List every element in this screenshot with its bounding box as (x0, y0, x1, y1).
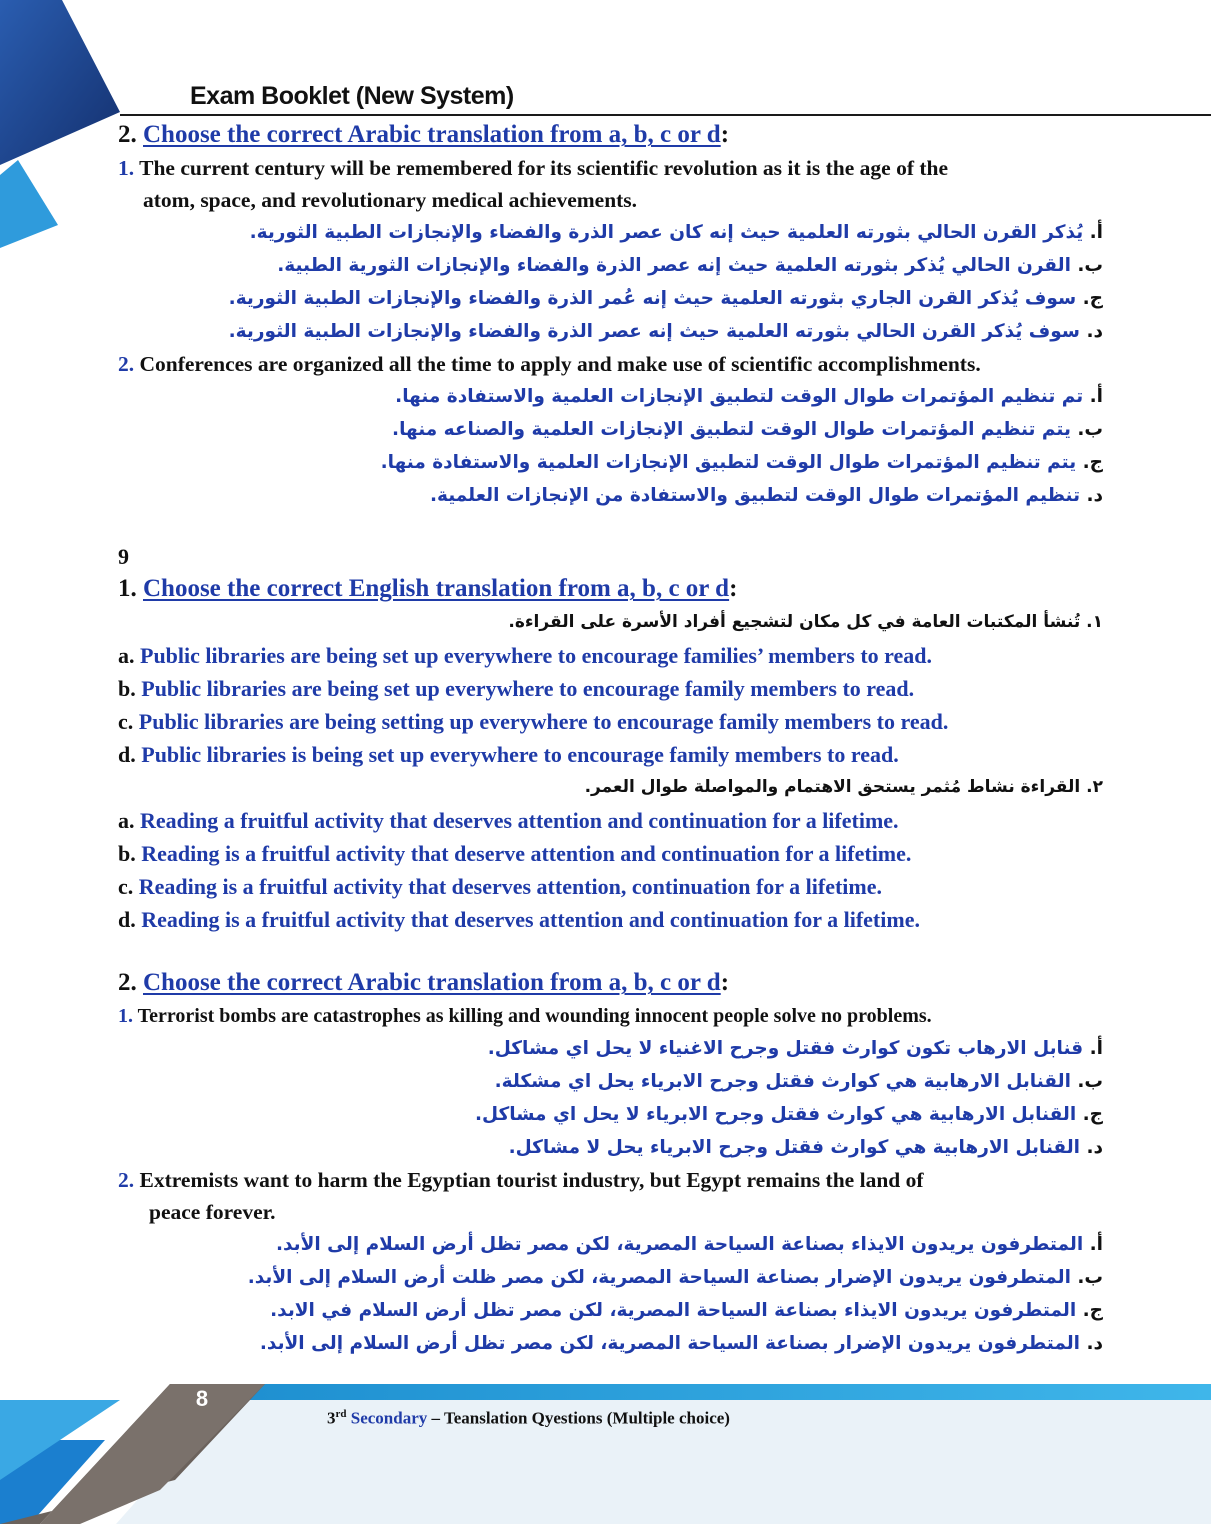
question (118, 152, 1103, 216)
question-text: Extremists want to harm the Egyptian tourist industry, but Egypt remains the land of (139, 1168, 924, 1192)
option-label: أ. (1089, 222, 1103, 243)
option-text: Public libraries are being set up everywhere to encourage families’ members to read. (140, 643, 933, 668)
page-number: 8 (195, 1386, 209, 1411)
answer-option (118, 216, 1103, 249)
answer-option (118, 837, 1103, 870)
option-label: د. (1086, 321, 1103, 342)
answer-option (118, 903, 1103, 936)
arabic-prompt: ١. تُنشأ المكتبات العامة في كل مكان لتشجيع أفراد الأسرة على القراءة. (508, 612, 1103, 632)
option-text: Reading is a fruitful activity that deserves attention, continuation for a lifetime. (138, 874, 883, 899)
option-label: ب. (1077, 419, 1103, 440)
answer-option (118, 705, 1103, 738)
option-text: يتم تنظيم المؤتمرات طوال الوقت لتطبيق الإنجازات العلمية والاستفادة منها. (380, 452, 1077, 473)
question-number: 1. (118, 1005, 133, 1027)
question-text: Conferences are organized all the time to apply and make use of scientific accomplishments. (139, 352, 981, 376)
option-label: ب. (1077, 1071, 1103, 1092)
option-text: القرن الحالي يُذكر بثورته العلمية حيث إنه عصر الذرة والفضاء والإنجازات الثورية الطبية. (277, 255, 1071, 276)
section-number: 1. (118, 575, 137, 602)
option-text: تم تنظيم المؤتمرات طوال الوقت لتطبيق الإنجازات العلمية والاستفادة منها. (395, 386, 1084, 407)
section-heading (118, 572, 1103, 606)
option-label: ج. (1082, 452, 1103, 473)
question-number: 2. (118, 1168, 135, 1192)
option-text: يتم تنظيم المؤتمرات طوال الوقت لتطبيق الإنجازات العلمية والصناعه منها. (392, 419, 1071, 440)
answer-option (118, 1131, 1103, 1164)
footer-secondary: Secondary (350, 1408, 428, 1428)
footer-subject: – Teanslation Qyestions (Multiple choice) (431, 1408, 730, 1428)
option-label: أ. (1089, 1038, 1103, 1059)
section-colon: : (720, 121, 730, 148)
section-colon: : (729, 575, 738, 602)
option-label: ج. (1082, 1104, 1103, 1125)
option-label: د. (1086, 1137, 1103, 1158)
answer-option (118, 282, 1103, 315)
option-text: المتطرفون يريدون الإضرار بصناعة السياحة المصرية، لكن مصر تظل أرض السلام إلى الأبد. (259, 1333, 1081, 1354)
section-title: Choose the correct English translation from a, b, c or d (143, 575, 730, 602)
footer-caption (327, 1408, 730, 1429)
answer-option (118, 1032, 1103, 1065)
header-triangle-navy (0, 0, 120, 165)
answer-option (118, 738, 1103, 771)
option-label: a. (118, 643, 135, 668)
option-label: b. (118, 676, 136, 701)
section-heading (118, 966, 1103, 1000)
spacer (118, 936, 1103, 966)
option-label: c. (118, 709, 134, 734)
answer-option (118, 1327, 1103, 1360)
header-title: Exam Booklet (New System) (190, 82, 514, 110)
answer-option (118, 870, 1103, 903)
option-label: a. (118, 808, 135, 833)
question-number: 1. (118, 156, 135, 180)
option-text: القنابل الارهابية هي كوارث فقتل وجرح الابرياء يحل اي مشكلة. (494, 1071, 1071, 1092)
section-number: 2. (118, 969, 137, 996)
option-label: d. (118, 907, 136, 932)
option-text: سوف يُذكر القرن الجاري بثورته العلمية حيث إنه عُمر الذرة والفضاء والإنجازات الطبية الثورية. (228, 288, 1077, 309)
answer-option (118, 249, 1103, 282)
footer-grade-suffix: rd (335, 1408, 347, 1420)
option-text: القنابل الارهابية هي كوارث فقتل وجرح الابرياء يحل لا مشاكل. (508, 1137, 1081, 1158)
answer-option (118, 1098, 1103, 1131)
section-heading (118, 118, 1103, 152)
footer-grade: 3 (327, 1408, 336, 1428)
section-title: Choose the correct Arabic translation from a, b, c or d (143, 121, 721, 148)
option-text: Public libraries are being set up everywhere to encourage family members to read. (141, 676, 915, 701)
spacer (118, 512, 1103, 542)
option-label: ب. (1077, 1267, 1103, 1288)
option-label: أ. (1089, 386, 1103, 407)
answer-option (118, 1261, 1103, 1294)
footer-band-cyan (225, 1384, 1211, 1400)
question-text-cont: peace forever. (149, 1200, 276, 1224)
question-text: Terrorist bombs are catastrophes as killing and wounding innocent people solve no problems. (137, 1005, 932, 1027)
option-label: د. (1086, 1333, 1103, 1354)
question-number: 2. (118, 352, 135, 376)
option-label: د. (1086, 485, 1103, 506)
section-colon: : (720, 969, 730, 996)
header-rule (120, 114, 1211, 116)
section-number: 2. (118, 121, 137, 148)
header-triangle-cyan (0, 160, 58, 248)
option-label: ب. (1077, 255, 1103, 276)
answer-option (118, 413, 1103, 446)
option-text: المتطرفون يريدون الإضرار بصناعة السياحة المصرية، لكن مصر ظلت أرض السلام إلى الأبد. (247, 1267, 1071, 1288)
option-text: Reading is a fruitful activity that deserves attention and continuation for a lifetime. (141, 907, 920, 932)
option-text: قنابل الارهاب تكون كوارث فقتل وجرح الاغنياء لا يحل اي مشاكل. (487, 1038, 1084, 1059)
option-text: Reading a fruitful activity that deserves attention and continuation for a lifetime. (140, 808, 899, 833)
answer-option (118, 479, 1103, 512)
answer-option (118, 672, 1103, 705)
answer-option (118, 804, 1103, 837)
answer-option (118, 1065, 1103, 1098)
option-text: Public libraries is being set up everywhere to encourage family members to read. (141, 742, 899, 767)
question (118, 348, 1103, 380)
arabic-prompt: ٢. القراءة نشاط مُثمر يستحق الاهتمام والمواصلة طوال العمر. (584, 777, 1103, 797)
page-reference: 9 (118, 544, 129, 569)
option-label: ج. (1082, 288, 1103, 309)
option-text: المتطرفون يريدون الايذاء بصناعة السياحة المصرية، لكن مصر تظل أرض السلام في الابد. (270, 1300, 1077, 1321)
option-text: يُذكر القرن الحالي بثورته العلمية حيث إنه كان عصر الذرة والفضاء والإنجازات الطبية الثورية. (249, 222, 1084, 243)
option-text: Public libraries are being setting up everywhere to encourage family members to read. (138, 709, 949, 734)
option-label: ج. (1082, 1300, 1103, 1321)
option-label: c. (118, 874, 134, 899)
content (118, 118, 1103, 1360)
answer-option (118, 315, 1103, 348)
answer-option (118, 380, 1103, 413)
option-text: Reading is a fruitful activity that deserve attention and continuation for a lifetime. (141, 841, 912, 866)
question-text-cont: atom, space, and revolutionary medical achievements. (143, 188, 638, 212)
option-label: d. (118, 742, 136, 767)
option-text: القنابل الارهابية هي كوارث فقتل وجرح الابرياء لا يحل اي مشاكل. (474, 1104, 1077, 1125)
question-text: The current century will be remembered for its scientific revolution as it is the age of the (139, 156, 949, 180)
answer-option (118, 639, 1103, 672)
section-title: Choose the correct Arabic translation from a, b, c or d (143, 969, 721, 996)
option-text: المتطرفون يريدون الايذاء بصناعة السياحة المصرية، لكن مصر تظل أرض السلام إلى الأبد. (275, 1234, 1084, 1255)
answer-option (118, 446, 1103, 479)
answer-option (118, 1294, 1103, 1327)
question (118, 1164, 1103, 1228)
option-text: تنظيم المؤتمرات طوال الوقت لتطبيق والاستفادة من الإنجازات العلمية. (429, 485, 1081, 506)
option-label: أ. (1089, 1234, 1103, 1255)
answer-option (118, 1228, 1103, 1261)
option-label: b. (118, 841, 136, 866)
question (118, 1000, 1103, 1032)
option-text: سوف يُذكر القرن الحالي بثورته العلمية حيث إنه عصر الذرة والفضاء والإنجازات الطبية الثورية. (228, 321, 1081, 342)
